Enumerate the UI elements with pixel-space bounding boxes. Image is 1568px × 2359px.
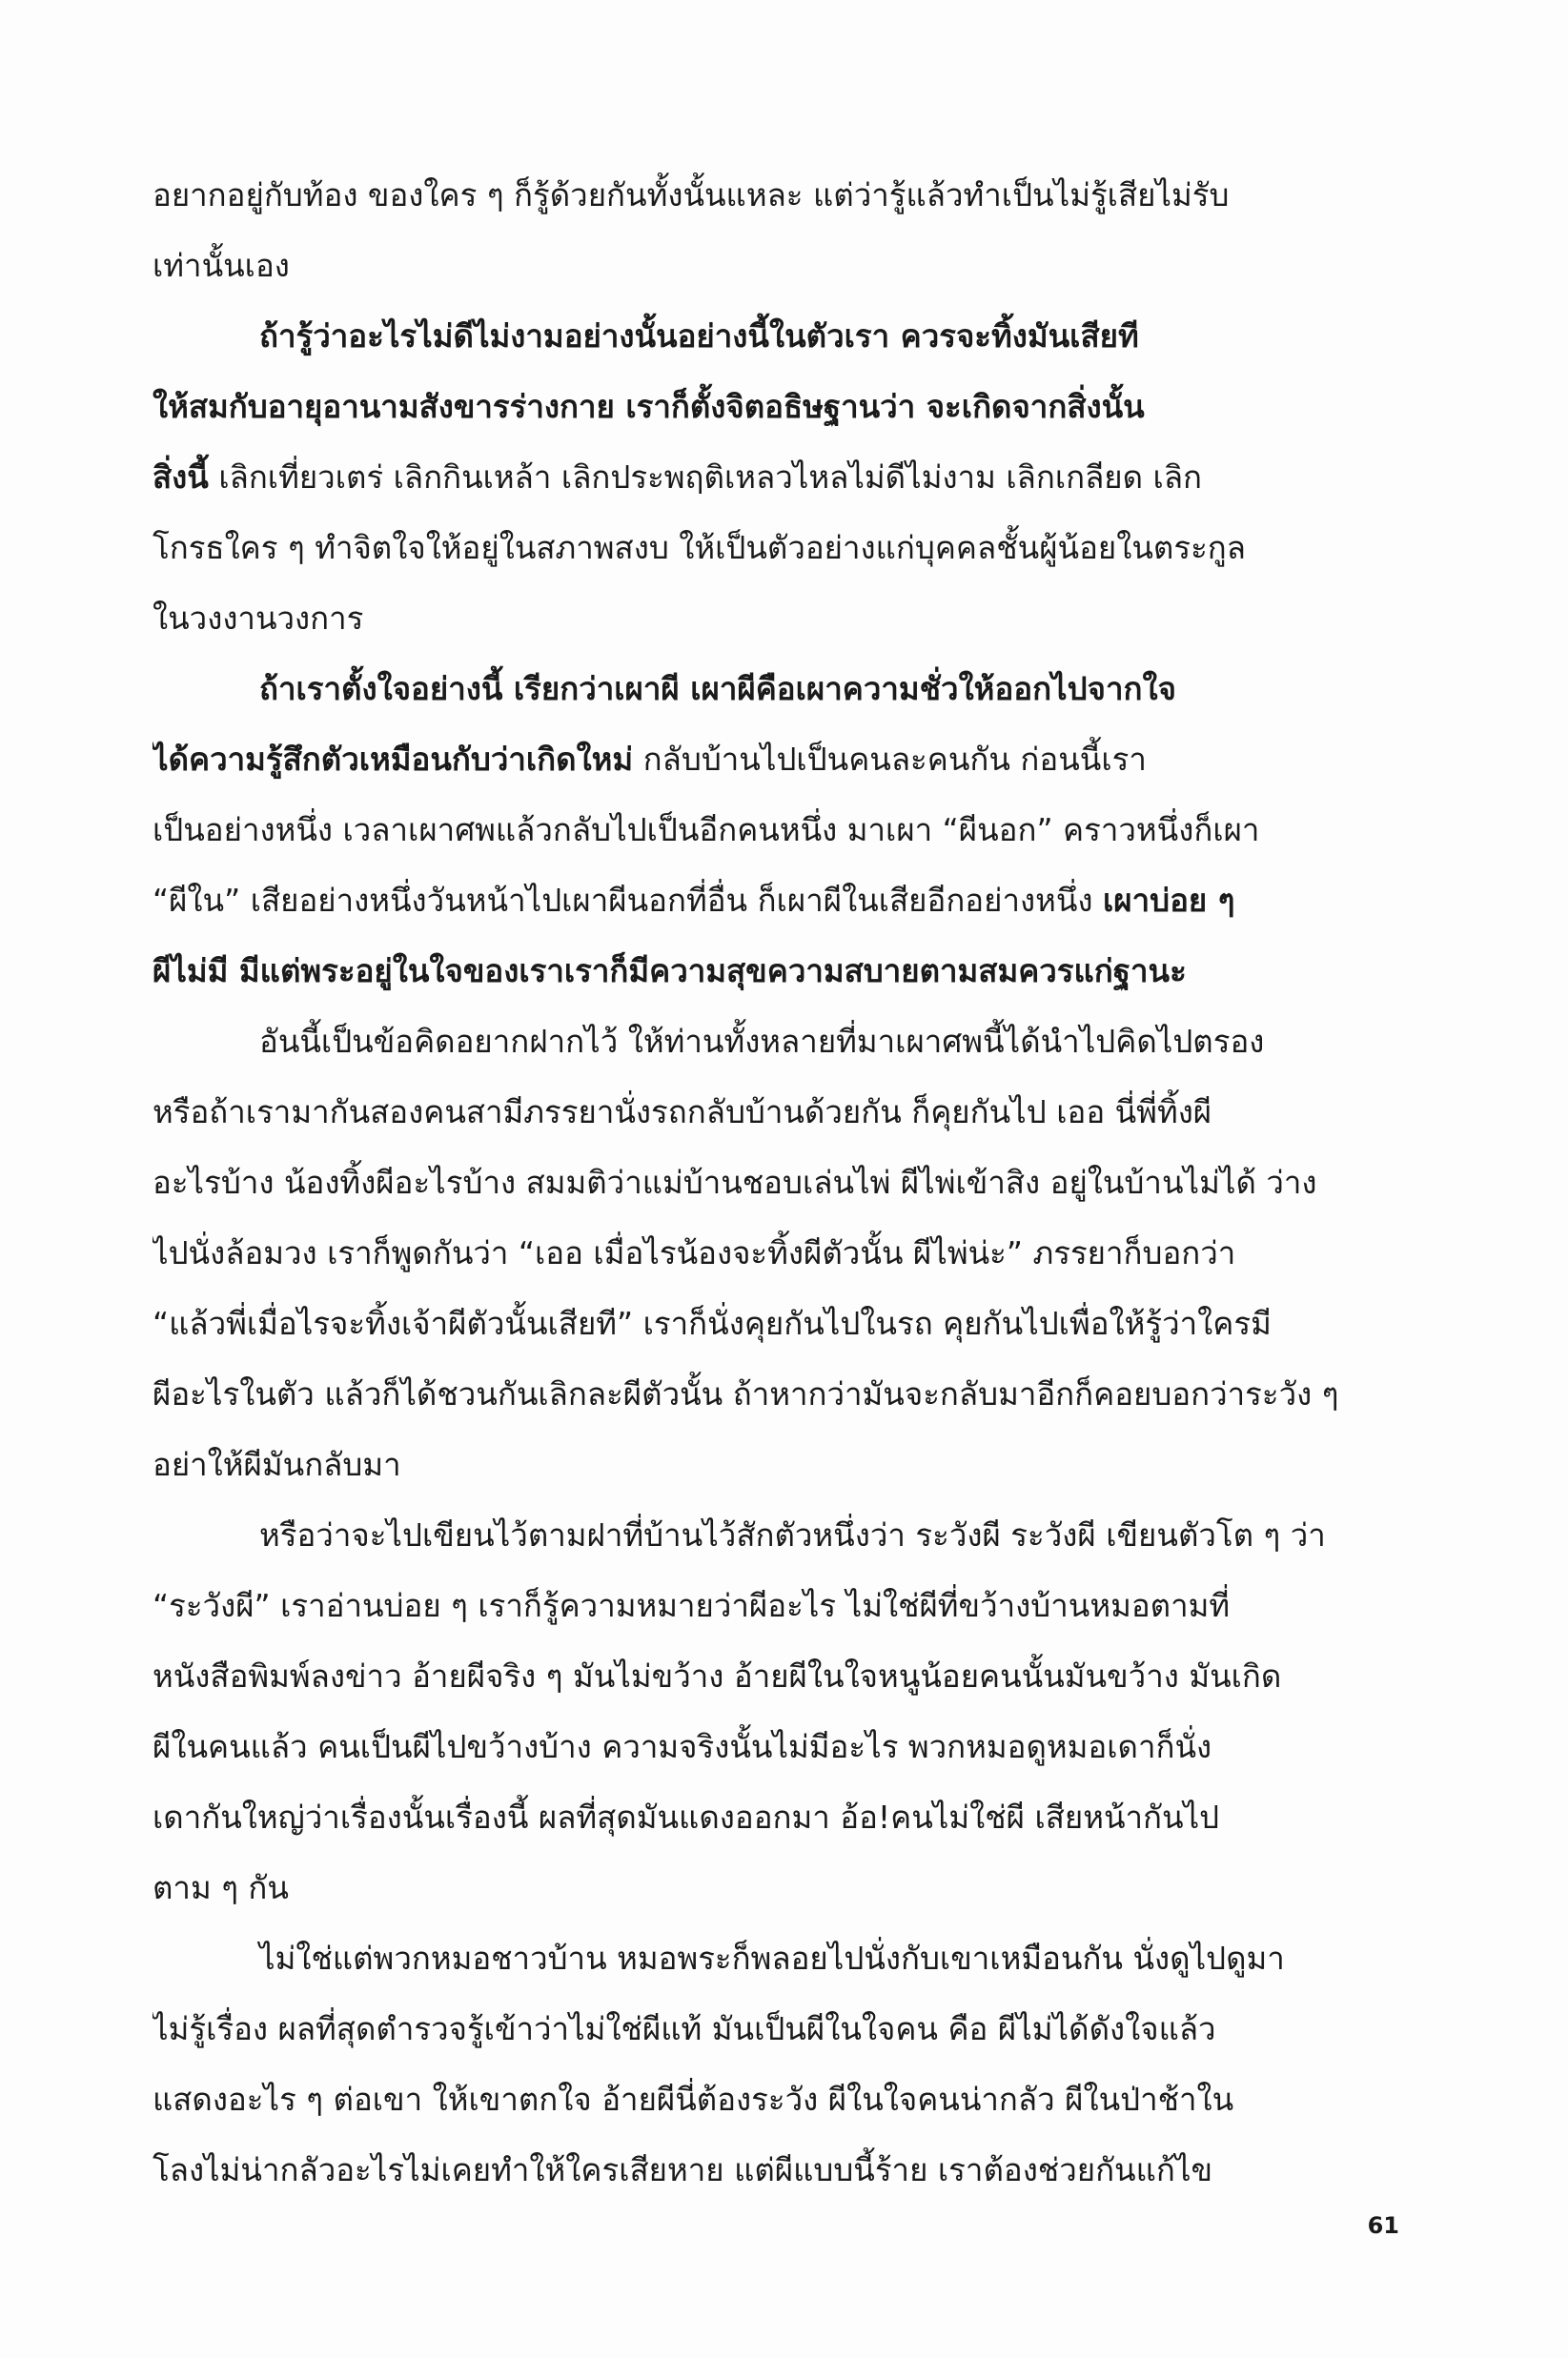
text-line-3 — [153, 301, 1392, 372]
text-line-16: ไปนั่งล้อมวง เราก็พูดกันว่า “เออ เมื่อไรน้องจะทิ้งผีตัวนั้น ผีไพ่น่ะ” ภรรยาก็บอกว่า — [153, 1234, 1236, 1271]
text-line-22: หนังสือพิมพ์ลงข่าว อ้ายผีจริง ๆ มันไม่ขว้าง อ้ายผีในใจหนูน้อยคนนั้นมันขว้าง มันเกิด — [153, 1657, 1282, 1695]
text-line-20: หรือว่าจะไปเขียนไว้ตามฝาที่บ้านไว้สักตัวหนึ่งว่า ระวังผี ระวังผี เขียนตัวโต ๆ ว่า — [259, 1516, 1326, 1554]
text-line-18: ผีอะไรในตัว แล้วก็ได้ชวนกันเลิกละผีตัวนั้น ถ้าหากว่ามันจะกลับมาอีกก็คอยบอกว่าระวัง ๆ — [153, 1375, 1339, 1413]
text-line-26: ไม่ใช่แต่พวกหมอชาวบ้าน หมอพระก็พลอยไปนั่งกับเขาเหมือนกัน นั่งดูไปดูมา — [259, 1940, 1285, 1977]
text-line-10: เป็นอย่างหนึ่ง เวลาเผาศพแล้วกลับไปเป็นอีกคนหนึ่ง มาเผา “ผีนอก” คราวหนึ่งก็เผา — [153, 811, 1260, 848]
text-line-11: “ผีใน” เสียอย่างหนึ่งวันหน้าไปเผาผีนอกที่อื่น ก็เผาผีในเสียอีกอย่างหนึ่ง เผาบ่อย ๆ — [153, 882, 1235, 919]
text-line-27: ไม่รู้เรื่อง ผลที่สุดตำรวจรู้เข้าว่าไม่ใช่ผีแท้ มันเป็นผีในใจคน คือ ผีไม่ได้ดังใจแล้ว — [153, 2010, 1216, 2047]
text-line-14: หรือถ้าเรามากันสองคนสามีภรรยานั่งรถกลับบ้านด้วยกัน ก็คุยกันไป เออ นี่พี่ทิ้งผี — [153, 1093, 1212, 1130]
text-line-25: ตาม ๆ กัน — [153, 1869, 289, 1906]
bold-text: เผาบ่อย ๆ — [1103, 882, 1235, 919]
bold-text: ถ้าเราตั้งใจอย่างนี้ เรียกว่าเผาผี เผาผีคือเผาความชั่วให้ออกไปจากใจ — [259, 670, 1176, 707]
text-line-19: อย่าให้ผีมันกลับมา — [153, 1446, 401, 1483]
bold-text: ผีไม่มี มีแต่พระอยู่ในใจของเราเราก็มีความสุขความสบายตามสมควรแก่ฐานะ — [153, 952, 1187, 989]
text-line-21: “ระวังผี” เราอ่านบ่อย ๆ เราก็รู้ความหมายว่าผีอะไร ไม่ใช่ผีที่ขว้างบ้านหมอตามที่ — [153, 1587, 1231, 1624]
bold-text: สิ่งนี้ — [153, 458, 209, 496]
bold-text: ได้ความรู้สึกตัวเหมือนกับว่าเกิดใหม่ — [153, 741, 634, 778]
text-line-12 — [153, 936, 1392, 1007]
page-number: 61 — [1367, 2212, 1399, 2239]
text-line-4 — [153, 372, 1392, 442]
bold-text: ถ้ารู้ว่าอะไรไม่ดีไม่งามอย่างนั้นอย่างนี้ในตัวเรา ควรจะทิ้งมันเสียที — [259, 317, 1139, 355]
text-line-15: อะไรบ้าง น้องทิ้งผีอะไรบ้าง สมมติว่าแม่บ้านชอบเล่นไพ่ ผีไพ่เข้าสิง อยู่ในบ้านไม่ได้ ว่าง — [153, 1164, 1317, 1201]
text-line-28: แสดงอะไร ๆ ต่อเขา ให้เขาตกใจ อ้ายผีนี่ต้องระวัง ผีในใจคนน่ากลัว ผีในป่าช้าใน — [153, 2081, 1234, 2118]
text-line-13: อันนี้เป็นข้อคิดอยากฝากไว้ ให้ท่านทั้งหลายที่มาเผาศพนี้ได้นำไปคิดไปตรอง — [259, 1023, 1265, 1060]
text-line-9: ได้ความรู้สึกตัวเหมือนกับว่าเกิดใหม่ กลับบ้านไปเป็นคนละคนกัน ก่อนนี้เรา — [153, 741, 1147, 778]
text-line-24: เดากันใหญ่ว่าเรื่องนั้นเรื่องนี้ ผลที่สุดมันแดงออกมา อ้อ!คนไม่ใช่ผี เสียหน้ากันไป — [153, 1799, 1220, 1836]
body-text — [153, 160, 1392, 2206]
text-line-8 — [153, 654, 1392, 724]
text-line-2: เท่านั้นเอง — [153, 247, 290, 284]
text-line-5: สิ่งนี้ เลิกเที่ยวเตร่ เลิกกินเหล้า เลิกประพฤติเหลวไหลไม่ดีไม่งาม เลิกเกลียด เลิก — [153, 458, 1203, 496]
text-line-1: อยากอยู่กับท้อง ของใคร ๆ ก็รู้ด้วยกันทั้งนั้นแหละ แต่ว่ารู้แล้วทำเป็นไม่รู้เสียไม่รับ — [153, 176, 1230, 214]
text-line-17: “แล้วพี่เมื่อไรจะทิ้งเจ้าผีตัวนั้นเสียที” เราก็นั่งคุยกันไปในรถ คุยกันไปเพื่อให้รู้ว่าใครมี — [153, 1305, 1272, 1342]
bold-text: ให้สมกับอายุอานามสังขารร่างกาย เราก็ตั้งจิตอธิษฐานว่า จะเกิดจากสิ่งนั้น — [153, 388, 1145, 425]
text-line-29: โลงไม่น่ากลัวอะไรไม่เคยทำให้ใครเสียหาย แต่ผีแบบนี้ร้าย เราต้องช่วยกันแก้ไข — [153, 2151, 1213, 2188]
text-line-6: โกรธใคร ๆ ทำจิตใจให้อยู่ในสภาพสงบ ให้เป็นตัวอย่างแก่บุคคลชั้นผู้น้อยในตระกูล — [153, 529, 1246, 566]
text-line-23: ผีในคนแล้ว คนเป็นผีไปขว้างบ้าง ความจริงนั้นไม่มีอะไร พวกหมอดูหมอเดาก็นั่ง — [153, 1728, 1212, 1765]
text-line-7: ในวงงานวงการ — [153, 600, 364, 637]
